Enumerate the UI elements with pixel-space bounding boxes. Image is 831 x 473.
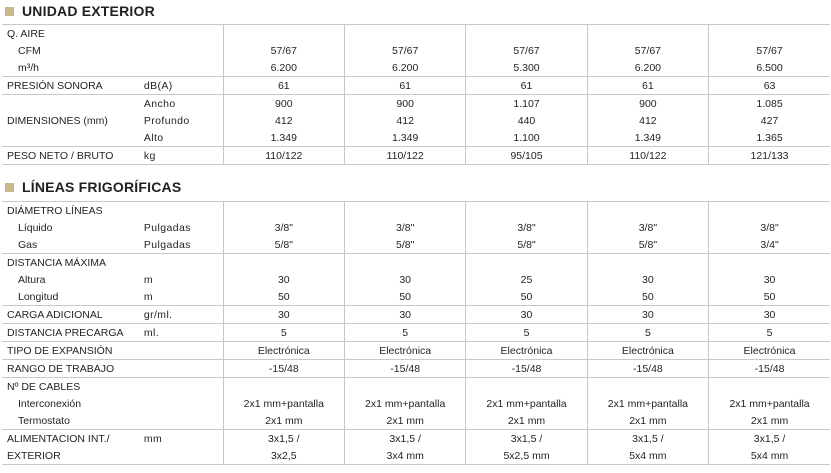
value-cell: 5 (344, 324, 465, 342)
table-row (2, 77, 830, 95)
row-unit (141, 447, 223, 465)
value-cell: 412 (344, 112, 465, 129)
value-cell: 5/8" (223, 236, 344, 254)
row-label: Longitud (18, 290, 59, 303)
value-cell: 3/8" (223, 219, 344, 236)
section-title-text: UNIDAD EXTERIOR (22, 3, 155, 19)
value-cell: 3x1,5 / (709, 430, 830, 448)
value-cell: 3x1,5 / (587, 430, 708, 448)
value-cell (587, 378, 708, 396)
value-cell: 110/122 (344, 147, 465, 165)
value-cell: 2x1 mm+pantalla (223, 395, 344, 412)
value-cell (587, 25, 708, 43)
value-cell: 57/67 (223, 42, 344, 59)
value-cell: 57/67 (466, 42, 587, 59)
row-label: PRESIÓN SONORA (2, 77, 141, 95)
value-cell: 5/8" (587, 236, 708, 254)
row-label: m³/h (18, 61, 39, 74)
table-row (2, 219, 830, 236)
row-label: Interconexión (18, 397, 82, 410)
row-unit: mm (141, 430, 223, 448)
value-cell (223, 25, 344, 43)
table-row (2, 360, 830, 378)
row-unit (141, 342, 223, 360)
row-unit: m (143, 290, 153, 303)
section-title-unidad-exterior (0, 1, 155, 21)
table-row (2, 254, 830, 272)
value-cell: -15/48 (587, 360, 708, 378)
bullet-square-icon (5, 7, 14, 16)
value-cell: 2x1 mm (223, 412, 344, 430)
table-row (2, 430, 830, 448)
value-cell: 3x1,5 / (223, 430, 344, 448)
row-label: Termostato (18, 414, 70, 427)
value-cell: 61 (466, 77, 587, 95)
row-unit: kg (141, 147, 223, 165)
value-cell: 412 (223, 112, 344, 129)
value-cell: 1.365 (709, 129, 830, 147)
row-label: Altura (18, 273, 46, 286)
value-cell: 57/67 (344, 42, 465, 59)
table-row (2, 306, 830, 324)
value-cell: 5x2,5 mm (466, 447, 587, 465)
table-row (2, 59, 830, 77)
value-cell: 2x1 mm (587, 412, 708, 430)
value-cell (587, 254, 708, 272)
value-cell: 1.107 (466, 95, 587, 113)
table-row (2, 129, 830, 147)
value-cell (223, 378, 344, 396)
value-cell: Electrónica (587, 342, 708, 360)
value-cell: 121/133 (709, 147, 830, 165)
row-label: Q. AIRE (2, 25, 141, 43)
row-label: DISTANCIA PRECARGA (2, 324, 141, 342)
table-row (2, 378, 830, 396)
value-cell (223, 254, 344, 272)
value-cell: 50 (466, 288, 587, 306)
value-cell: 30 (587, 306, 708, 324)
value-cell: 3x1,5 / (344, 430, 465, 448)
value-cell: 5 (709, 324, 830, 342)
value-cell: 5x4 mm (587, 447, 708, 465)
value-cell: Electrónica (344, 342, 465, 360)
table-row (2, 395, 830, 412)
row-label (2, 95, 141, 113)
value-cell: 63 (709, 77, 830, 95)
row-label: Gas (18, 238, 38, 251)
table-row (2, 95, 830, 113)
value-cell: 3/8" (709, 219, 830, 236)
value-cell: 900 (223, 95, 344, 113)
value-cell: 30 (587, 271, 708, 288)
table-row (2, 42, 830, 59)
value-cell: 2x1 mm+pantalla (587, 395, 708, 412)
row-label: Nº DE CABLES (2, 378, 141, 396)
row-label: RANGO DE TRABAJO (2, 360, 141, 378)
value-cell: Electrónica (466, 342, 587, 360)
table-row (2, 25, 830, 43)
table-row (2, 324, 830, 342)
value-cell: 5.300 (466, 59, 587, 77)
table-row (2, 236, 830, 254)
value-cell: 57/67 (709, 42, 830, 59)
value-cell: 2x1 mm+pantalla (709, 395, 830, 412)
value-cell: 5 (223, 324, 344, 342)
value-cell: 2x1 mm (344, 412, 465, 430)
section-title-lineas-frigorificas (0, 177, 181, 197)
value-cell: 3/8" (466, 219, 587, 236)
value-cell (344, 202, 465, 220)
table-row (2, 202, 830, 220)
row-label: PESO NETO / BRUTO (2, 147, 141, 165)
value-cell: 440 (466, 112, 587, 129)
value-cell (344, 25, 465, 43)
value-cell: 6.200 (344, 59, 465, 77)
value-cell: 30 (344, 306, 465, 324)
row-label: DIÁMETRO LÍNEAS (2, 202, 141, 220)
value-cell: 1.349 (223, 129, 344, 147)
row-unit (141, 360, 223, 378)
row-label: DIMENSIONES (mm) (7, 114, 108, 127)
value-cell: 30 (223, 306, 344, 324)
value-cell: Electrónica (709, 342, 830, 360)
value-cell: 6.200 (587, 59, 708, 77)
table-row (2, 112, 830, 129)
value-cell: 5/8" (344, 236, 465, 254)
value-cell: 3x1,5 / (466, 430, 587, 448)
row-label: EXTERIOR (2, 447, 141, 465)
value-cell (344, 254, 465, 272)
value-cell: 412 (587, 112, 708, 129)
value-cell: 3x4 mm (344, 447, 465, 465)
value-cell (466, 254, 587, 272)
row-unit: dB(A) (141, 77, 223, 95)
value-cell: 1.349 (344, 129, 465, 147)
value-cell: 5 (466, 324, 587, 342)
row-label (2, 129, 141, 147)
row-unit: Pulgadas (143, 221, 191, 234)
value-cell: 3x2,5 (223, 447, 344, 465)
value-cell (466, 25, 587, 43)
value-cell: 30 (344, 271, 465, 288)
table-row (2, 271, 830, 288)
value-cell: 5 (587, 324, 708, 342)
spec-table-lineas-frigorificas (2, 201, 830, 465)
row-unit: m (143, 273, 153, 286)
spec-table-unidad-exterior (2, 24, 830, 165)
value-cell: 2x1 mm+pantalla (466, 395, 587, 412)
row-unit (141, 202, 223, 220)
value-cell: 61 (223, 77, 344, 95)
row-unit (141, 254, 223, 272)
row-label: ALIMENTACION INT./ (2, 430, 141, 448)
value-cell: -15/48 (344, 360, 465, 378)
row-unit: ml. (141, 324, 223, 342)
value-cell: -15/48 (223, 360, 344, 378)
value-cell: 2x1 mm+pantalla (344, 395, 465, 412)
value-cell (344, 378, 465, 396)
value-cell: 50 (344, 288, 465, 306)
row-unit (141, 25, 223, 43)
value-cell: 30 (466, 306, 587, 324)
table-row (2, 147, 830, 165)
value-cell: 900 (344, 95, 465, 113)
value-cell: 61 (344, 77, 465, 95)
value-cell: 1.349 (587, 129, 708, 147)
value-cell: 1.100 (466, 129, 587, 147)
value-cell (709, 378, 830, 396)
value-cell (223, 202, 344, 220)
value-cell: 30 (709, 271, 830, 288)
value-cell: 61 (587, 77, 708, 95)
row-unit (141, 395, 223, 412)
value-cell: 110/122 (223, 147, 344, 165)
row-unit (141, 59, 223, 77)
value-cell: 3/4" (709, 236, 830, 254)
row-unit: Ancho (141, 95, 223, 113)
row-unit (141, 378, 223, 396)
value-cell: Electrónica (223, 342, 344, 360)
table-row (2, 447, 830, 465)
section-title-text: LÍNEAS FRIGORÍFICAS (22, 179, 182, 195)
value-cell (466, 202, 587, 220)
value-cell (466, 378, 587, 396)
row-label: DISTANCIA MÁXIMA (2, 254, 141, 272)
value-cell: 1.085 (709, 95, 830, 113)
row-label: Líquido (18, 221, 53, 234)
value-cell: 95/105 (466, 147, 587, 165)
value-cell: 50 (709, 288, 830, 306)
value-cell: 30 (709, 306, 830, 324)
value-cell: 30 (223, 271, 344, 288)
value-cell: 5x4 mm (709, 447, 830, 465)
value-cell: -15/48 (466, 360, 587, 378)
row-unit: Alto (143, 131, 164, 144)
value-cell: -15/48 (709, 360, 830, 378)
value-cell (709, 25, 830, 43)
value-cell: 5/8" (466, 236, 587, 254)
value-cell: 50 (587, 288, 708, 306)
value-cell: 3/8" (587, 219, 708, 236)
row-unit (141, 412, 223, 430)
value-cell: 3/8" (344, 219, 465, 236)
value-cell: 110/122 (587, 147, 708, 165)
value-cell: 25 (466, 271, 587, 288)
table-row (2, 412, 830, 430)
value-cell: 2x1 mm (466, 412, 587, 430)
row-unit: gr/ml. (141, 306, 223, 324)
row-label: TIPO DE EXPANSIÓN (2, 342, 141, 360)
value-cell: 57/67 (587, 42, 708, 59)
bullet-square-icon (5, 183, 14, 192)
value-cell: 427 (709, 112, 830, 129)
row-label: CFM (18, 44, 41, 57)
row-unit: Profundo (143, 114, 190, 127)
value-cell (709, 202, 830, 220)
table-row (2, 342, 830, 360)
value-cell (587, 202, 708, 220)
value-cell: 50 (223, 288, 344, 306)
value-cell: 900 (587, 95, 708, 113)
row-unit: Pulgadas (143, 238, 191, 251)
value-cell: 2x1 mm (709, 412, 830, 430)
table-row (2, 288, 830, 306)
value-cell (709, 254, 830, 272)
value-cell: 6.500 (709, 59, 830, 77)
row-label: CARGA ADICIONAL (2, 306, 141, 324)
value-cell: 6.200 (223, 59, 344, 77)
row-unit (141, 42, 223, 59)
